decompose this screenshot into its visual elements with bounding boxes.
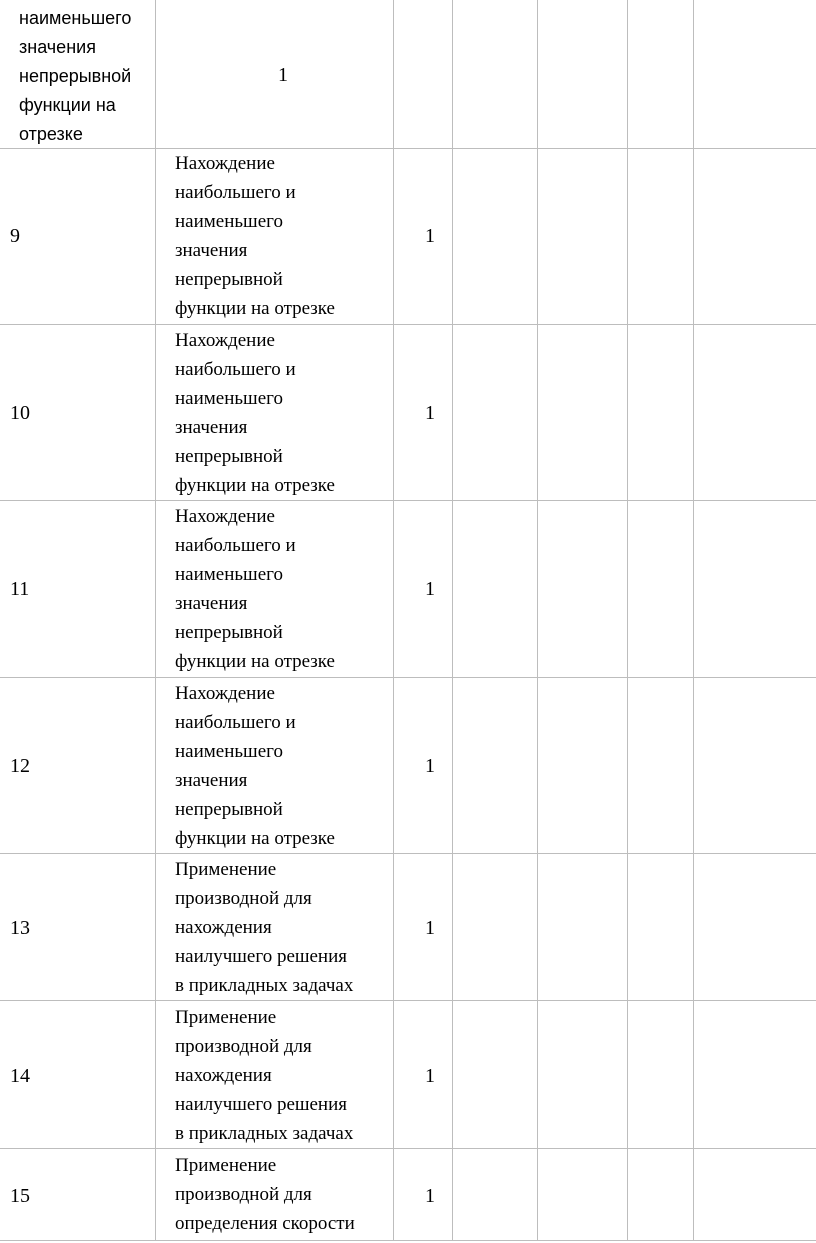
row-divider <box>0 1240 816 1241</box>
topic-line: наилучшего решения <box>175 946 348 967</box>
hours-value: 1 <box>425 1185 435 1207</box>
topic-line: наименьшего <box>19 8 132 28</box>
topic-line: наилучшего решения <box>175 1094 348 1115</box>
topic-line: производной для <box>175 888 312 909</box>
topic-line: функции на отрезке <box>175 475 335 496</box>
topic-line: наибольшего и <box>175 535 296 556</box>
topic-line: наименьшего <box>175 388 283 409</box>
hours-value: 1 <box>425 225 435 247</box>
topic-line: наибольшего и <box>175 359 296 380</box>
col-divider <box>393 148 394 1240</box>
row-number: 13 <box>10 917 30 939</box>
row-number: 10 <box>10 402 30 424</box>
topic-line: нахождения <box>175 1065 272 1086</box>
hours-value: 1 <box>425 755 435 777</box>
topic-line: значения <box>175 593 248 614</box>
topic-line: непрерывной <box>175 799 283 820</box>
topic-line: Нахождение <box>175 683 275 704</box>
col-divider <box>452 148 453 1240</box>
row-number: 9 <box>10 225 20 247</box>
topic-line: функции на отрезке <box>175 651 335 672</box>
hours-value: 1 <box>425 402 435 424</box>
topic-line: отрезке <box>19 124 83 144</box>
topic-line: определения скорости <box>175 1213 355 1234</box>
topic-line: непрерывной <box>175 622 283 643</box>
col-divider <box>627 148 628 1240</box>
row-number: 11 <box>10 578 30 600</box>
topic-line: непрерывной <box>175 446 283 467</box>
topic-line: производной для <box>175 1036 312 1057</box>
row-number: 14 <box>10 1065 30 1087</box>
col-divider <box>693 0 694 148</box>
col-divider <box>693 148 694 1240</box>
topic-line: нахождения <box>175 917 272 938</box>
topic-line: Применение <box>175 859 277 880</box>
hours-value: 1 <box>425 578 435 600</box>
topic-line: функции на <box>19 95 116 115</box>
col-divider <box>627 0 628 148</box>
col-divider <box>155 0 156 148</box>
hours-value: 1 <box>425 917 435 939</box>
topic-line: производной для <box>175 1184 312 1205</box>
topic-line: наибольшего и <box>175 182 296 203</box>
row-number: 15 <box>10 1185 30 1207</box>
topic-line: Нахождение <box>175 330 275 351</box>
col-divider <box>155 148 156 1240</box>
topic-line: значения <box>19 37 96 57</box>
topic-line: наименьшего <box>175 564 283 585</box>
col-divider <box>452 0 453 148</box>
topic-line: наименьшего <box>175 741 283 762</box>
topic-line: Нахождение <box>175 153 275 174</box>
hours-value: 1 <box>425 1065 435 1087</box>
topic-line: в прикладных задачах <box>175 1123 354 1144</box>
topic-line: наибольшего и <box>175 712 296 733</box>
topic-line: функции на отрезке <box>175 298 335 319</box>
col-divider <box>537 148 538 1240</box>
topic-line: значения <box>175 770 248 791</box>
col-divider <box>537 0 538 148</box>
row-number: 12 <box>10 755 30 777</box>
topic-line: функции на отрезке <box>175 828 335 849</box>
topic-line: наименьшего <box>175 211 283 232</box>
topic-line: значения <box>175 417 248 438</box>
topic-line: в прикладных задачах <box>175 975 354 996</box>
topic-line: Применение <box>175 1155 277 1176</box>
topic-line: Применение <box>175 1007 277 1028</box>
topic-line: значения <box>175 240 248 261</box>
topic-line: непрерывной <box>19 66 132 86</box>
hours-value: 1 <box>278 64 288 86</box>
topic-line: непрерывной <box>175 269 283 290</box>
topic-line: Нахождение <box>175 506 275 527</box>
col-divider <box>393 0 394 148</box>
